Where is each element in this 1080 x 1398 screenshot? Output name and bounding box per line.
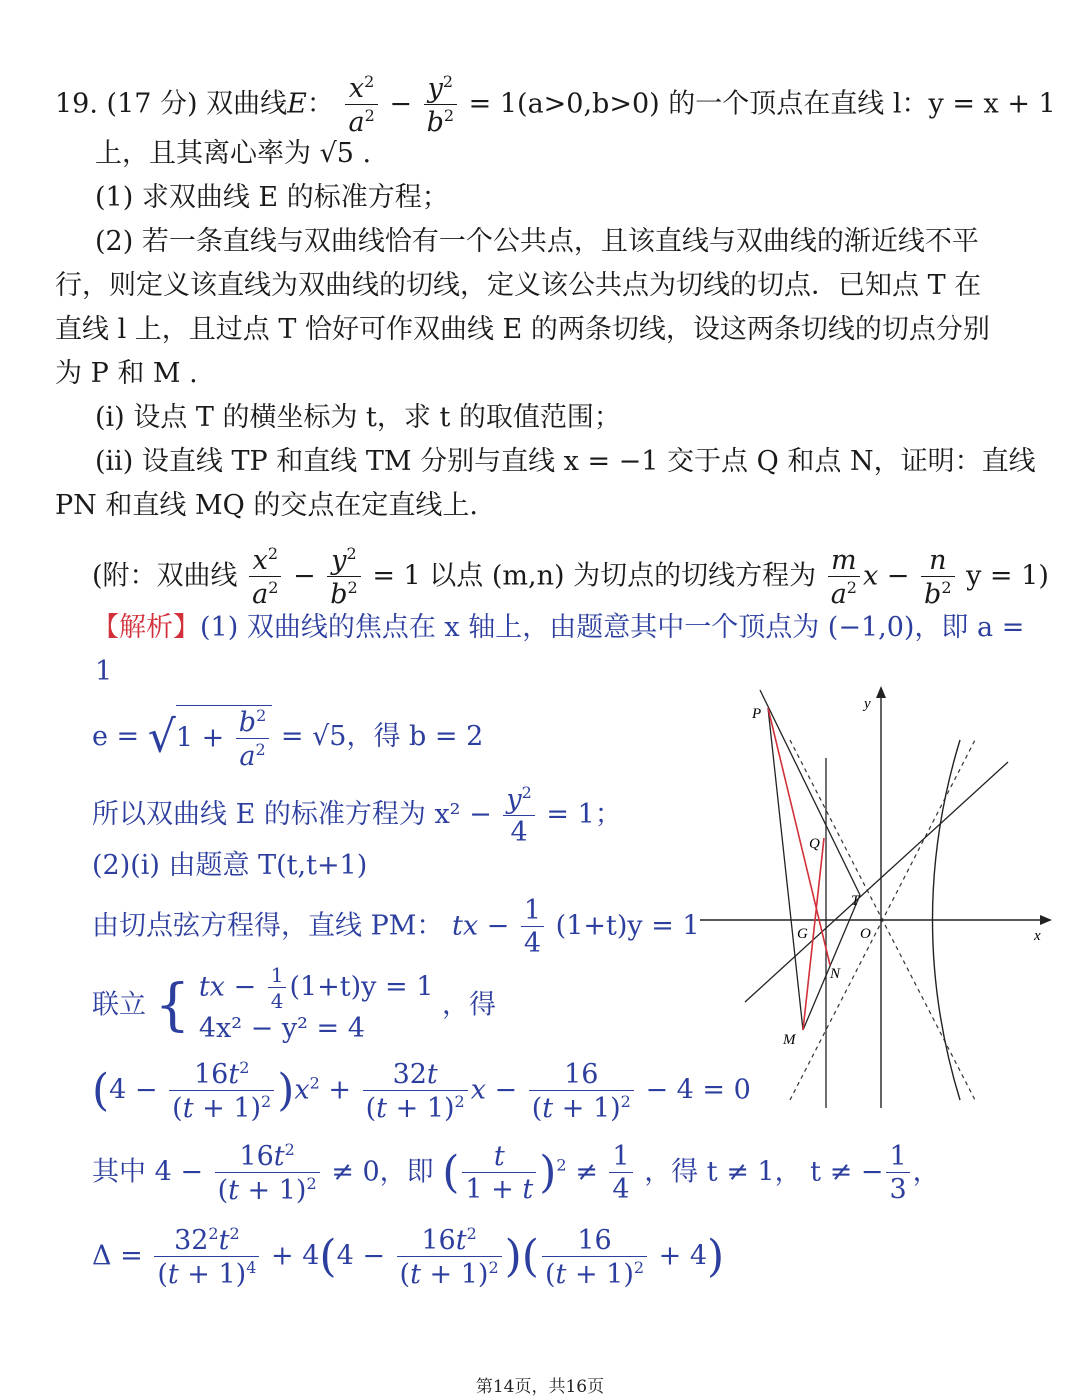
solution-tag: 【解析】 xyxy=(92,612,200,643)
problem-line-2: 上，且其离心率为 √5 . xyxy=(95,138,372,169)
part-2-line-4: 为 P 和 M . xyxy=(55,358,198,389)
solution-line-1: 【解析】(1) 双曲线的焦点在 x 轴上，由题意其中一个顶点为 (−1,0)，即 a = xyxy=(92,612,1025,643)
tangent-TM xyxy=(803,895,860,1030)
part-2-line-2: 行，则定义该直线为双曲线的切线，定义该公共点为切线的切点．已知点 T 在 xyxy=(55,270,982,301)
solution-line-1b: 1 xyxy=(95,656,113,687)
tangent-TP xyxy=(760,690,860,895)
coefficient-condition: 其中 4 − $\frac{16t^2}{(t + 1)^2}$ ≠ 0，即 ( $\frac{t}{1 + t}$ )$^2$ ≠ $\frac{1}{4}$ ，得 t ≠ 1， t ≠ − $\frac{1}{3}$ ， xyxy=(92,1140,940,1206)
line-l xyxy=(745,762,1008,1002)
part-2-line-1: (2) 若一条直线与双曲线恰有一个公共点，且该直线与双曲线的渐近线不平 xyxy=(95,226,979,257)
chord-equation: 由切点弦方程得，直线 PM： tx − $\frac{1}{4}$ (1+t)y = 1 xyxy=(92,895,700,959)
quadratic-equation: (4 − $\frac{16t^2}{(t + 1)^2}$ )$x^2$ + $\frac{32t}{(t + 1)^2}$ x − $\frac{16}{(t + 1)^2}$ − 4 = 0 xyxy=(92,1058,751,1124)
eccentricity-equation: e = √1 + $\frac{b^2}{a^2}$ = √5，得 b = 2 xyxy=(92,706,484,772)
discriminant-equation: Δ = $\frac{32^2t^2}{(t + 1)^4}$ + 4(4 − $\frac{16t^2}{(t + 1)^2}$ )( $\frac{16}{(t + 1)^2}$ + 4) xyxy=(92,1224,725,1290)
label-M: M xyxy=(783,1032,796,1048)
part-2-line-3: 直线 l 上，且过点 T 恰好可作双曲线 E 的两条切线，设这两条切线的切点分别 xyxy=(55,314,990,345)
sub-question-i: (i) 设点 T 的横坐标为 t，求 t 的取值范围； xyxy=(95,402,621,433)
x-axis-arrow-icon xyxy=(1040,915,1052,925)
label-y-axis: y xyxy=(864,696,871,712)
sub-question-ii-line-2: PN 和直线 MQ 的交点在定直线上. xyxy=(55,490,478,521)
sub-question-ii-line-1: (ii) 设直线 TP 和直线 TM 分别与直线 x = −1 交于点 Q 和点 N，证明：直线 xyxy=(95,446,1036,477)
label-G: G xyxy=(797,926,808,942)
part-2-i-setup: (2)(i) 由题意 T(t,t+1) xyxy=(92,850,368,881)
y-axis-arrow-icon xyxy=(876,686,886,698)
appendix-note: (附：双曲线 $\frac{x^2}{a^2}$ − $\frac{y^2}{b^2}$ = 1 以点 (m,n) 为切点的切线方程为 $\frac{m}{a^2}$ x − $\frac{n}{b^2}$ y = 1) xyxy=(92,544,1049,610)
label-N: N xyxy=(830,966,841,982)
label-Q: Q xyxy=(809,836,820,852)
hyperbola-figure xyxy=(700,680,1070,1120)
standard-equation: 所以双曲线 E 的标准方程为 x² − $\frac{y^2}{4}$ = 1； xyxy=(92,783,622,848)
label-T: T xyxy=(851,893,860,909)
problem-line-1: 19. (17 分) 双曲线E： $\frac{x^2}{a^2}$ − $\frac{y^2}{b^2}$ = 1(a>0,b>0) 的一个顶点在直线 l：y = x + 1 xyxy=(55,72,1056,138)
page-footer: 第14页，共16页 xyxy=(475,1377,605,1397)
label-x-axis: x xyxy=(1034,928,1041,944)
part-1: (1) 求双曲线 E 的标准方程； xyxy=(95,182,449,213)
label-P: P xyxy=(752,706,762,722)
system-of-equations: 联立 { tx − $\frac{1}{4}$ (1+t)y = 1 4x² − y² = 4 ，得 xyxy=(92,963,496,1044)
label-O: O xyxy=(860,926,871,942)
